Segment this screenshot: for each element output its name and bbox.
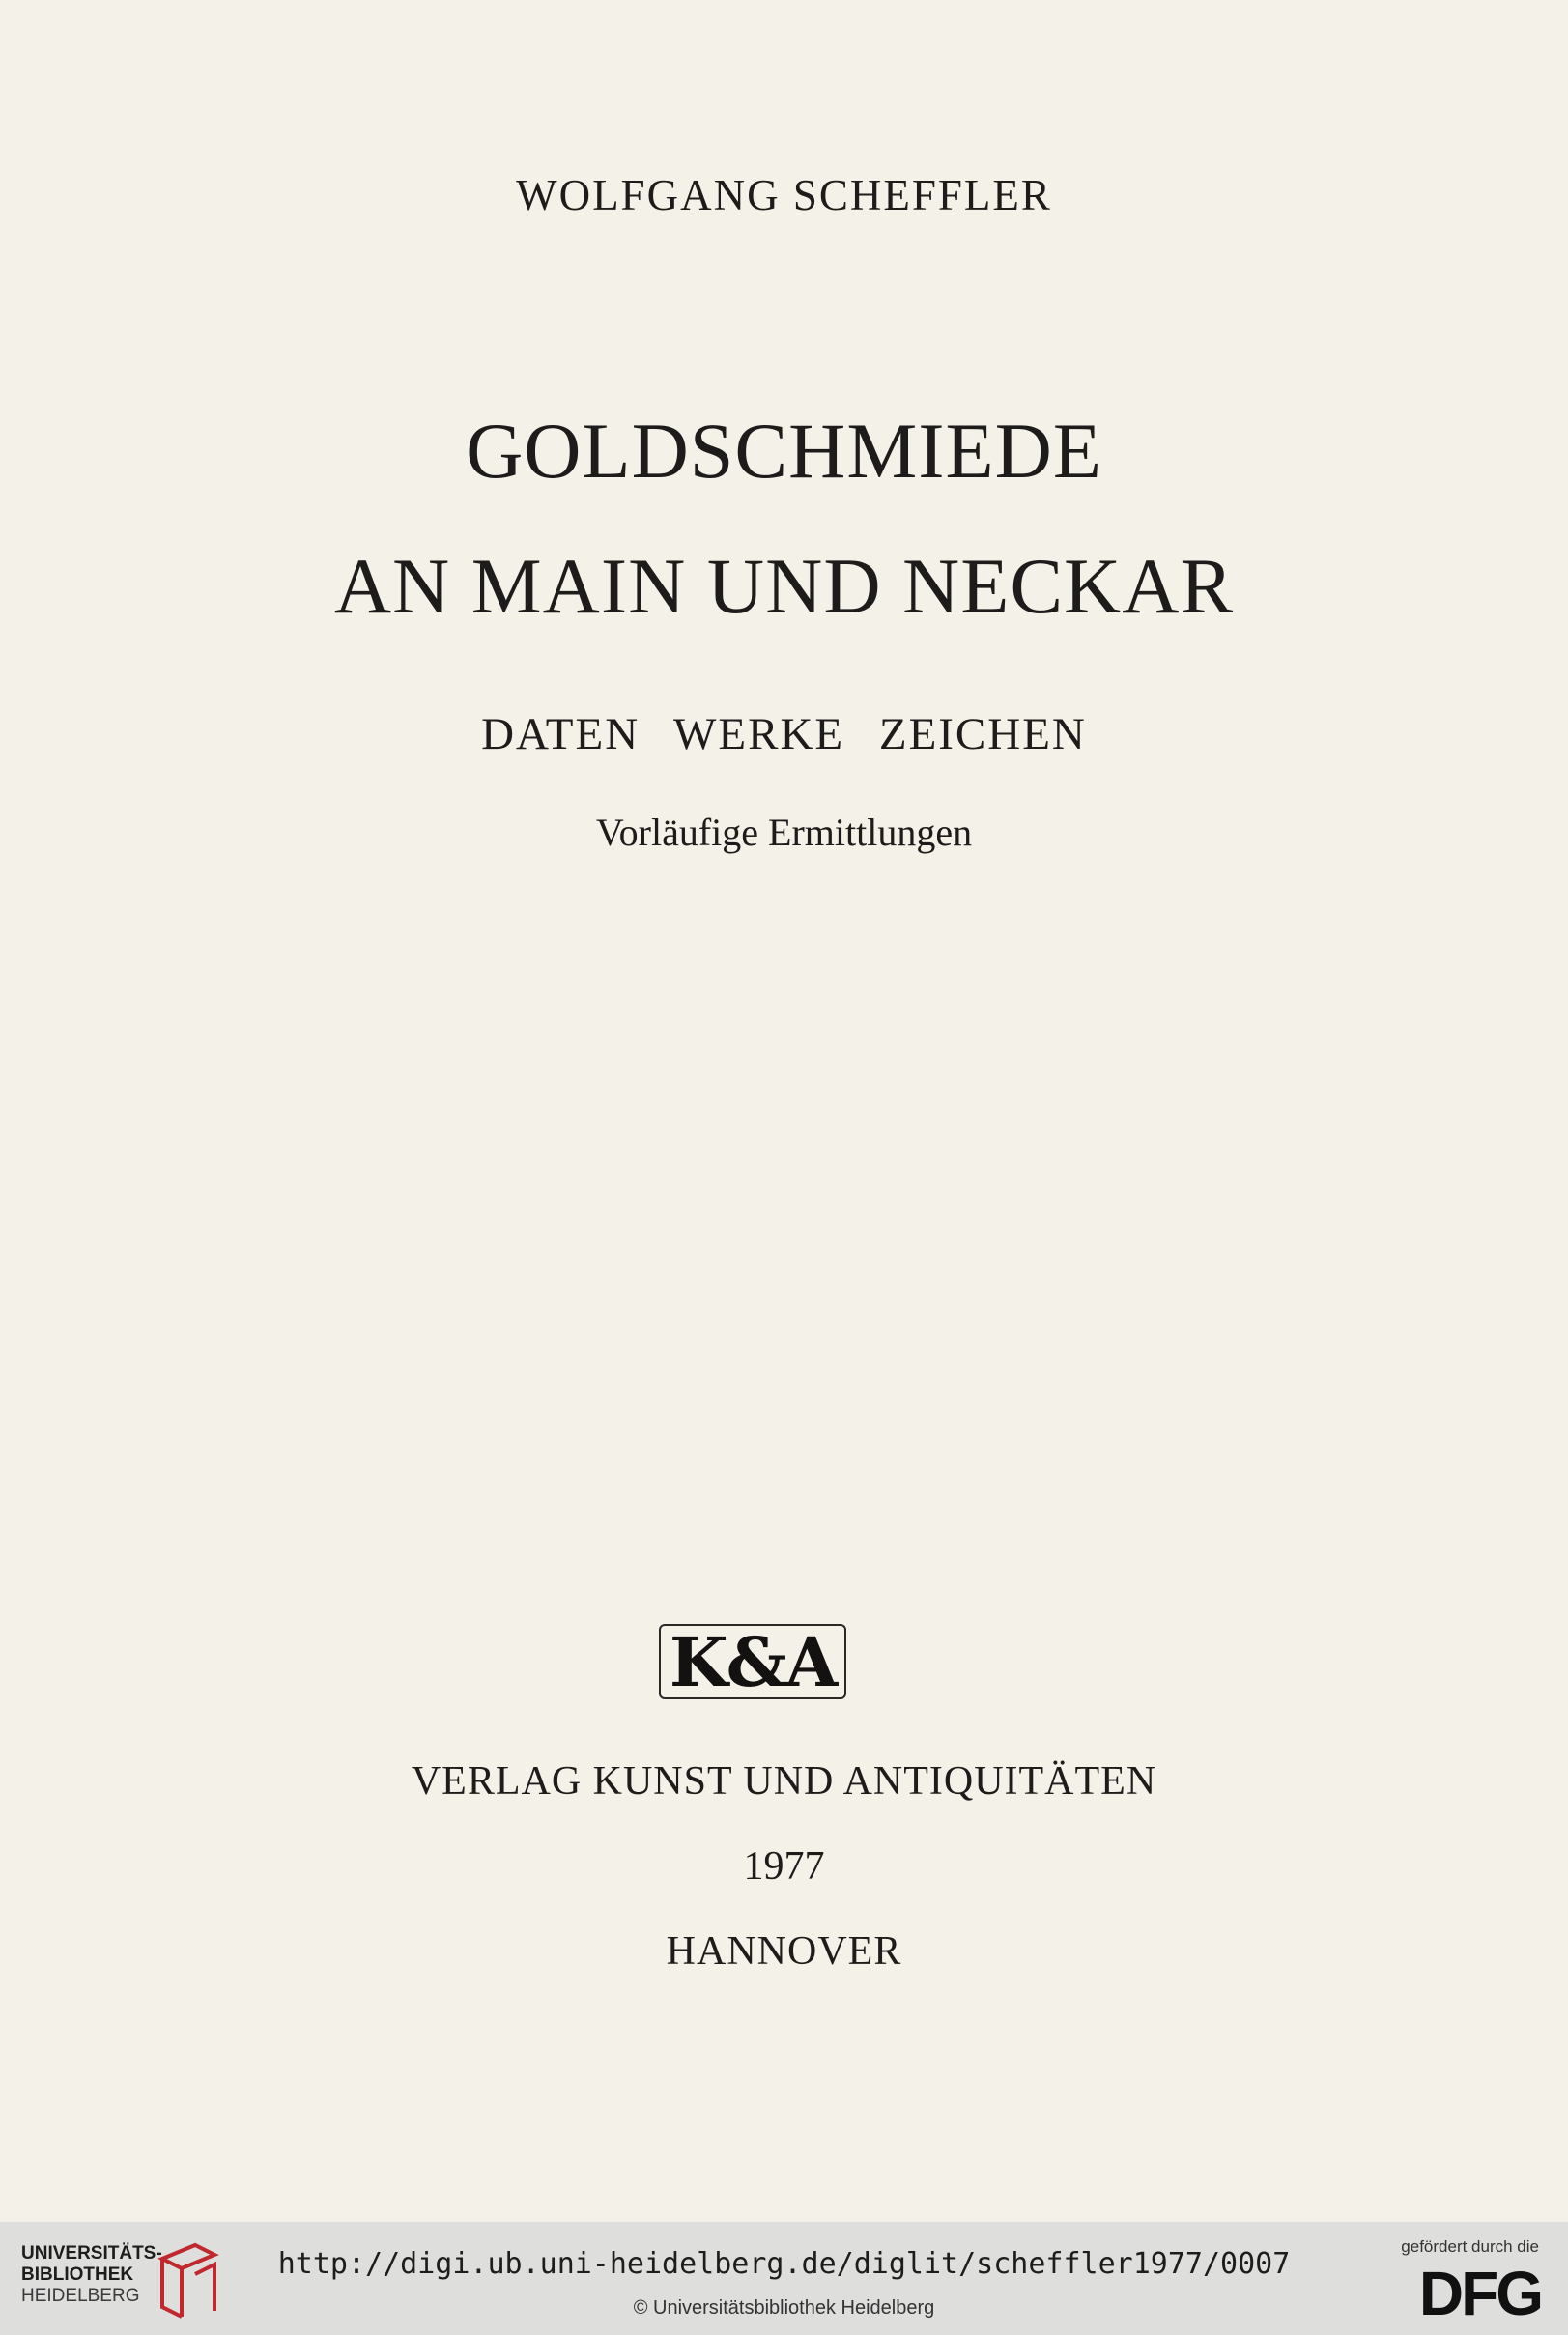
publisher-name: VERLAG KUNST UND ANTIQUITÄTEN	[411, 1759, 1157, 1804]
publication-year: 1977	[743, 1844, 825, 1889]
digitization-footer	[0, 2222, 1568, 2335]
book-note: Vorläufige Ermittlungen	[595, 811, 973, 854]
library-name-line-3: HEIDELBERG	[21, 2286, 140, 2306]
publisher-logo: K&A	[659, 1624, 846, 1699]
library-name-line-1: UNIVERSITÄTS-	[21, 2243, 162, 2264]
library-name-line-2: BIBLIOTHEK	[21, 2264, 134, 2285]
dfg-logo: DFG	[1418, 2259, 1541, 2328]
book-title-line-1: GOLDSCHMIEDE	[466, 407, 1102, 495]
copyright-notice: © Universitätsbibliothek Heidelberg	[633, 2297, 935, 2319]
book-subtitle: DATEN WERKE ZEICHEN	[481, 709, 1087, 759]
funding-caption: gefördert durch die	[1401, 2237, 1539, 2256]
book-title-line-2: AN MAIN UND NECKAR	[333, 542, 1235, 630]
author-name: WOLFGANG SCHEFFLER	[516, 171, 1052, 219]
permalink[interactable]: http://digi.ub.uni-heidelberg.de/diglit/scheffler1977/0007	[277, 2247, 1291, 2281]
publication-city: HANNOVER	[666, 1929, 902, 1974]
